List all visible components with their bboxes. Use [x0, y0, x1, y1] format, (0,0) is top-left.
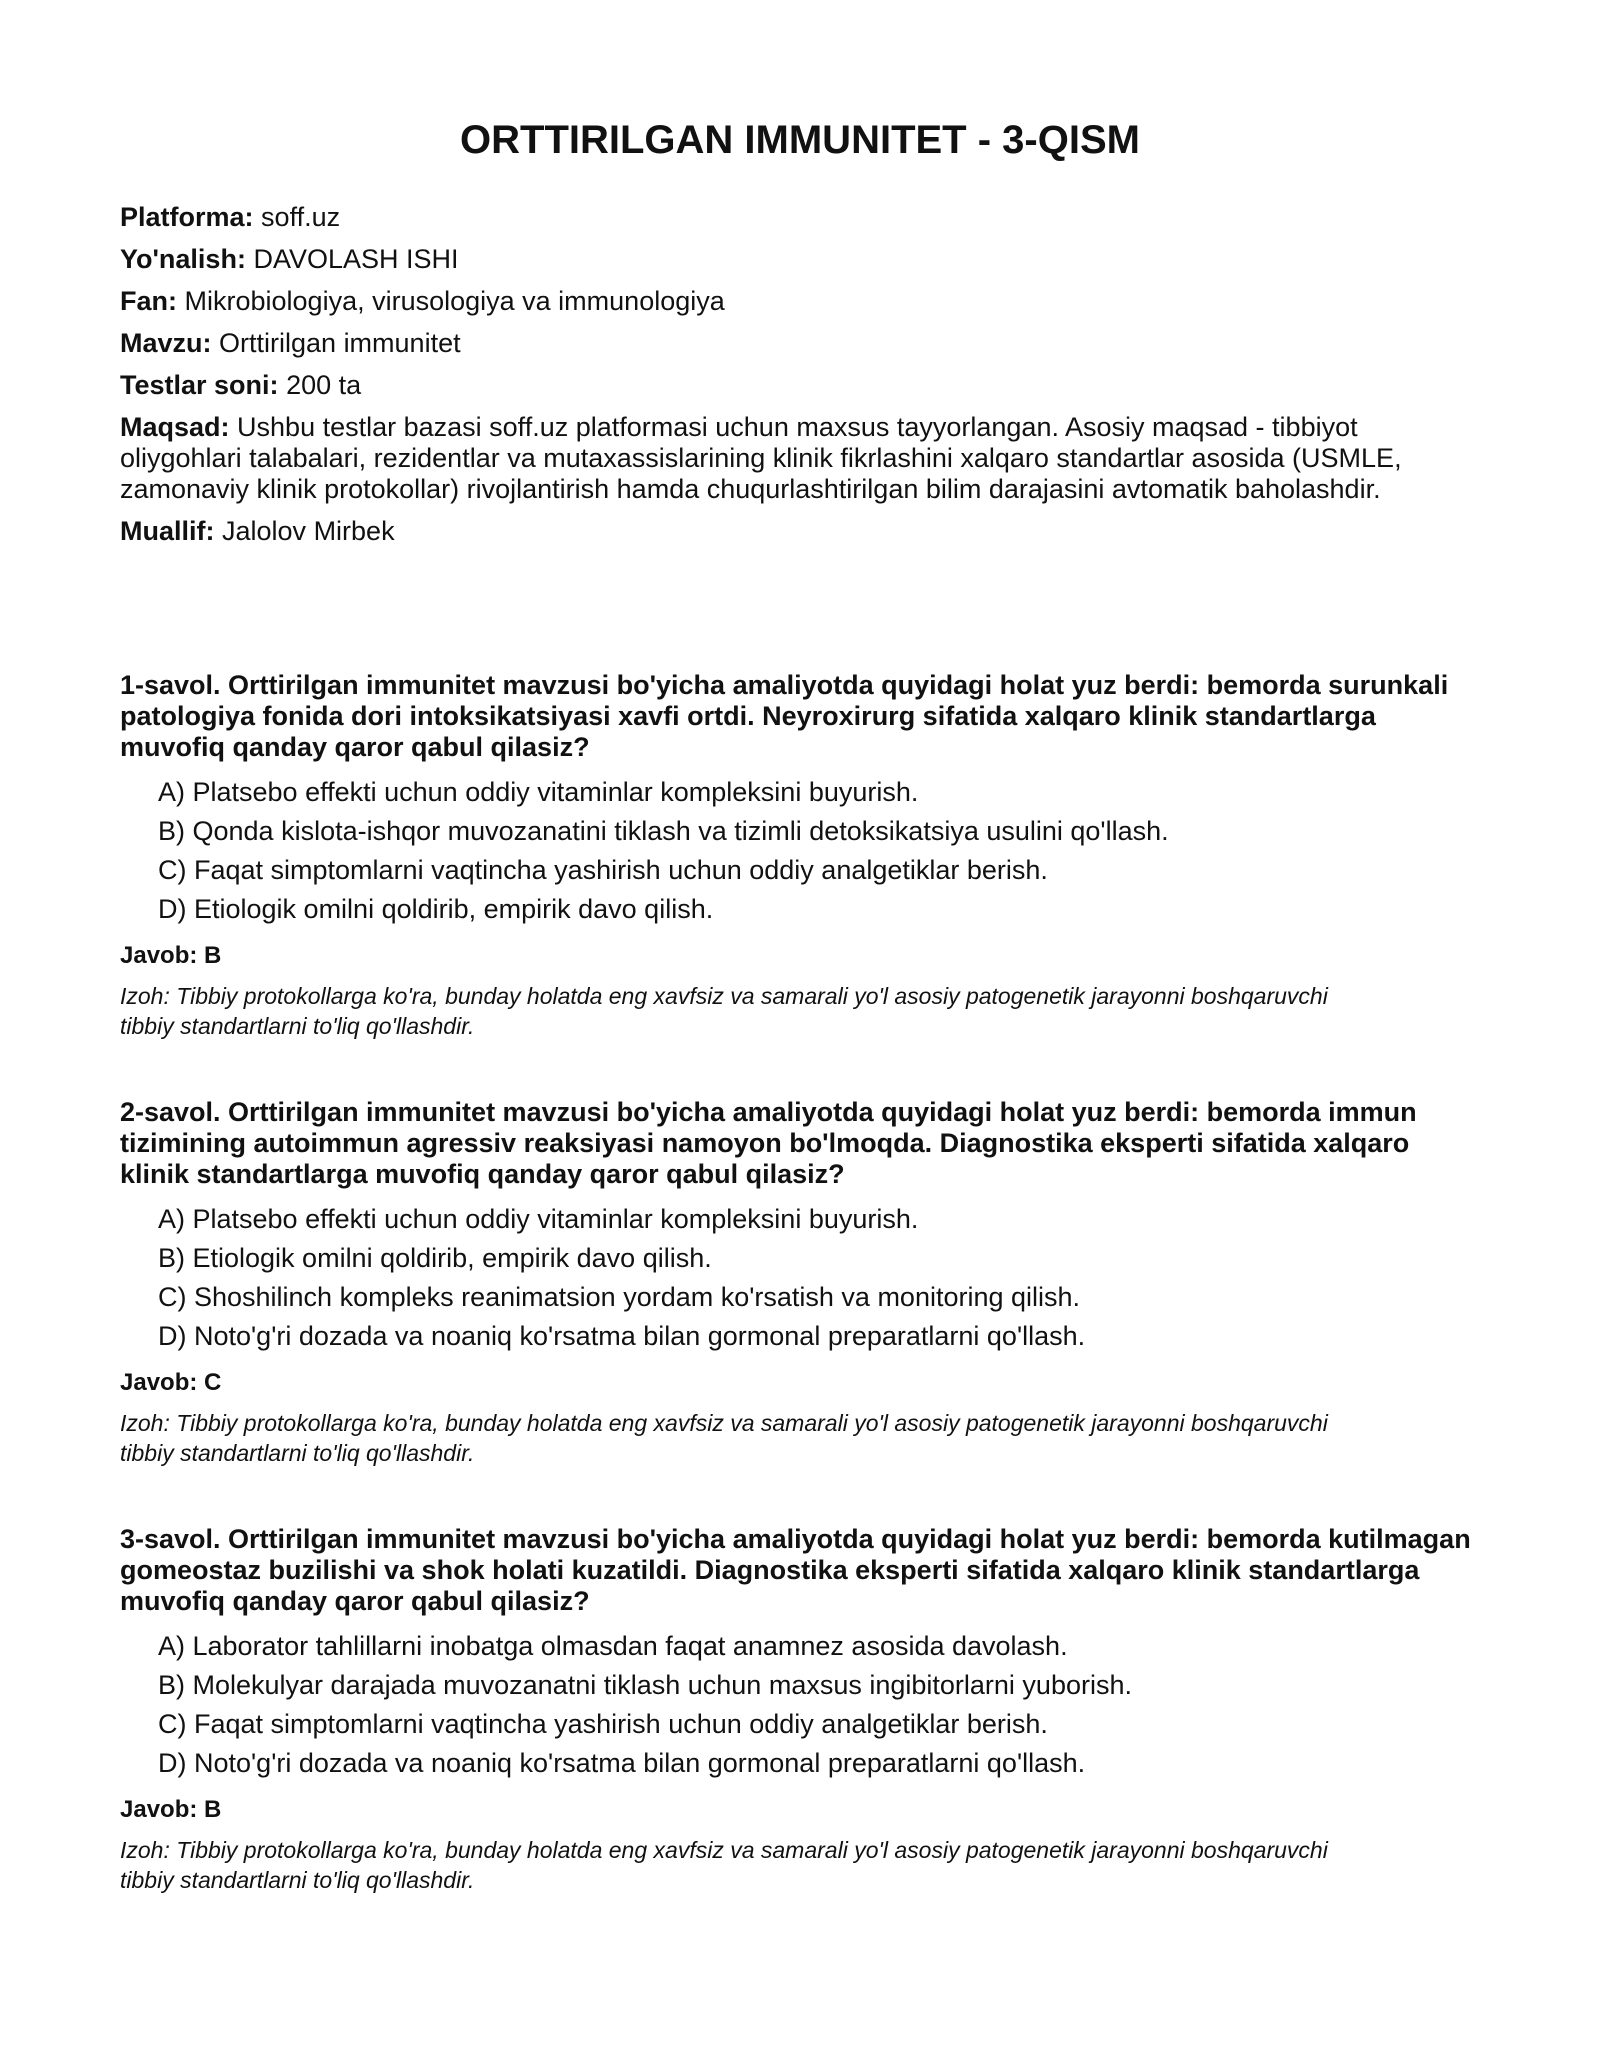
option-list [120, 1627, 1480, 1783]
meta-value: DAVOLASH ISHI [253, 244, 459, 274]
option-list [120, 773, 1480, 929]
option-c: C) Faqat simptomlarni vaqtincha yashirish uchun oddiy analgetiklar berish. [158, 855, 1048, 885]
answer: Javob: B [120, 1796, 222, 1823]
meta-label: Maqsad: [120, 412, 230, 442]
answer: Javob: C [120, 1369, 222, 1396]
meta-platform [120, 202, 1480, 233]
page-title: ORTTIRILGAN IMMUNITET - 3-QISM [460, 118, 1140, 162]
option-list [120, 1200, 1480, 1356]
option-d: D) Noto'g'ri dozada va noaniq ko'rsatma bilan gormonal preparatlarni qo'llash. [158, 1321, 1086, 1351]
meta-label: Platforma: [120, 202, 254, 232]
answer: Javob: B [120, 942, 222, 969]
option-b: B) Qonda kislota-ishqor muvozanatini tiklash va tizimli detoksikatsiya usulini qo'llash. [158, 816, 1169, 846]
meta-topic [120, 328, 1480, 359]
question-text: 1-savol. Orttirilgan immunitet mavzusi bo'yicha amaliyotda quyidagi holat yuz berdi: bemorda surunkali patologiya fonida dori intoksikatsiyasi xavfi ortdi. Neyroxirurg sifatida xalqaro klinik standartlarga muvofiq qanday qaror qabul qilasiz? [120, 670, 1449, 762]
explanation: Izoh: Tibbiy protokollarga ko'ra, bunday holatda eng xavfsiz va samarali yo'l asosiy patogenetik jarayonni boshqaruvchi tibbiy standartlarni to'liq qo'llashdir. [120, 983, 1328, 1039]
meta-value: Orttirilgan immunitet [219, 328, 461, 358]
option-a: A) Platsebo effekti uchun oddiy vitaminlar kompleksini buyurish. [158, 1204, 919, 1234]
meta-direction [120, 244, 1480, 275]
meta-value: Jalolov Mirbek [222, 516, 395, 546]
option-a: A) Platsebo effekti uchun oddiy vitaminlar kompleksini buyurish. [158, 777, 919, 807]
meta-value: Ushbu testlar bazasi soff.uz platformasi uchun maxsus tayyorlangan. Asosiy maqsad - tibbiyot oliygohlari talabalari, rezidentlar va mutaxassislarining klinik fikrlashini xalqaro standartlar asosida (USMLE, zamonaviy klinik protokollar) rivojlantirish hamda chuqurlashtirilgan bilim darajasini avtomatik baholashdir. [120, 412, 1402, 504]
option-d: D) Noto'g'ri dozada va noaniq ko'rsatma bilan gormonal preparatlarni qo'llash. [158, 1748, 1086, 1778]
question-text: 2-savol. Orttirilgan immunitet mavzusi bo'yicha amaliyotda quyidagi holat yuz berdi: bemorda immun tizimining autoimmun agressiv reaksiyasi namoyon bo'lmoqda. Diagnostika eksperti sifatida xalqaro klinik standartlarga muvofiq qanday qaror qabul qilasiz? [120, 1097, 1417, 1189]
document-meta [120, 202, 1480, 558]
option-b: B) Molekulyar darajada muvozanatni tiklash uchun maxsus ingibitorlarni yuborish. [158, 1670, 1132, 1700]
question-block [120, 1097, 1480, 1468]
meta-value: soff.uz [261, 202, 341, 232]
option-d: D) Etiologik omilni qoldirib, empirik davo qilish. [158, 894, 714, 924]
meta-label: Muallif: [120, 516, 215, 546]
option-a: A) Laborator tahlillarni inobatga olmasdan faqat anamnez asosida davolash. [158, 1631, 1068, 1661]
meta-author [120, 516, 1480, 547]
meta-label: Testlar soni: [120, 370, 279, 400]
question-block [120, 1524, 1480, 1895]
question-block [120, 670, 1480, 1041]
question-text: 3-savol. Orttirilgan immunitet mavzusi bo'yicha amaliyotda quyidagi holat yuz berdi: bemorda kutilmagan gomeostaz buzilishi va shok holati kuzatildi. Diagnostika eksperti sifatida xalqaro klinik standartlarga muvofiq qanday qaror qabul qilasiz? [120, 1524, 1471, 1616]
option-c: C) Faqat simptomlarni vaqtincha yashirish uchun oddiy analgetiklar berish. [158, 1709, 1048, 1739]
explanation: Izoh: Tibbiy protokollarga ko'ra, bunday holatda eng xavfsiz va samarali yo'l asosiy patogenetik jarayonni boshqaruvchi tibbiy standartlarni to'liq qo'llashdir. [120, 1837, 1328, 1893]
meta-value: 200 ta [286, 370, 362, 400]
option-b: B) Etiologik omilni qoldirib, empirik davo qilish. [158, 1243, 712, 1273]
meta-value: Mikrobiologiya, virusologiya va immunologiya [184, 286, 725, 316]
meta-test-count [120, 370, 1480, 401]
explanation: Izoh: Tibbiy protokollarga ko'ra, bunday holatda eng xavfsiz va samarali yo'l asosiy patogenetik jarayonni boshqaruvchi tibbiy standartlarni to'liq qo'llashdir. [120, 1410, 1328, 1466]
meta-label: Fan: [120, 286, 177, 316]
meta-purpose [120, 412, 1460, 505]
option-c: C) Shoshilinch kompleks reanimatsion yordam ko'rsatish va monitoring qilish. [158, 1282, 1081, 1312]
question-list [120, 670, 1480, 1951]
meta-label: Yo'nalish: [120, 244, 246, 274]
meta-label: Mavzu: [120, 328, 212, 358]
meta-subject [120, 286, 1480, 317]
